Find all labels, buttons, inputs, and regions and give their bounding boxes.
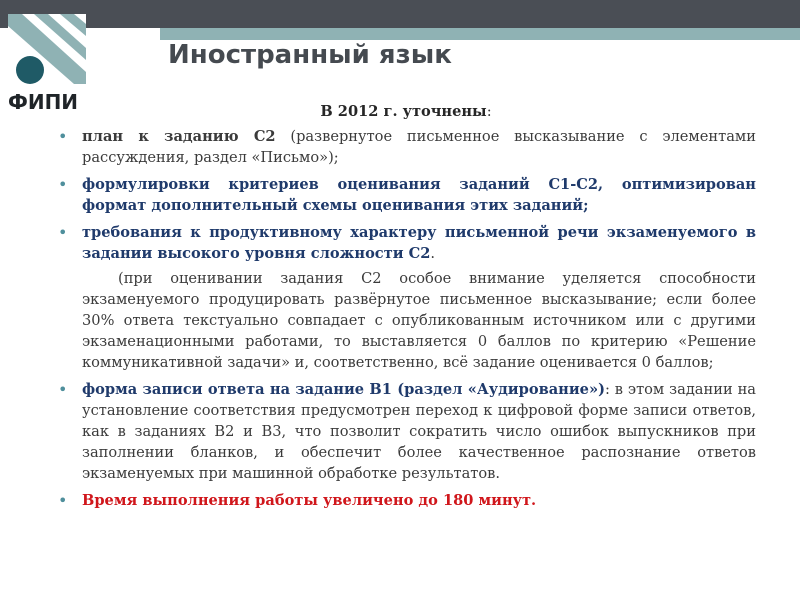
heading-tail: : [486, 103, 492, 120]
list-item [56, 174, 756, 216]
fipi-logo [8, 14, 86, 114]
list-item [56, 490, 756, 511]
item-rest: : в этом задании на установление соответствия предусмотрен переход к цифровой форме записи ответов, как в заданиях В2 и В3, что позволит сократить число ошибок выпускников при заполнении бланков, и обеспечит более качественное распознание ответов экзаменуемых при машинной обработке результатов. [82, 381, 756, 482]
item-text: Время выполнения работы увеличено до 180 минут. [82, 492, 537, 509]
item-tail: . [430, 245, 436, 262]
evaluation-note: (при оценивании задания С2 особое внимание уделяется способности экзаменуемого продуцировать развёрнутое письменное высказывание; если более 30% ответа текстуально совпадает с опубликованным источником или с другими экзаменационными работами, то выставляется 0 баллов по критерию «Решение коммуникативной задачи» и, соответственно, всё задание оценивается 0 баллов; [82, 270, 756, 371]
changes-list-continued [56, 379, 756, 511]
item-lead: план к заданию С2 [82, 128, 276, 145]
changes-list [56, 126, 756, 264]
logo-text: ФИПИ [8, 90, 79, 114]
item-text: требования к продуктивному характеру письменной речи экзаменуемого в задании высокого уровня сложности С2 [82, 224, 756, 262]
list-item [56, 222, 756, 264]
item-text: формулировки критериев оценивания заданий С1-С2, оптимизирован формат дополнительный схемы оценивания этих заданий; [82, 176, 756, 214]
heading-bold: В 2012 г. уточнены [320, 103, 487, 120]
top-accent-strip [160, 28, 800, 40]
page-title: Иностранный язык [168, 40, 452, 70]
item-lead: форма записи ответа на задание В1 (раздел «Аудирование») [82, 381, 605, 398]
item-rest: (развернутое письменное высказывание с элементами рассуждения, раздел «Письмо»); [82, 128, 756, 166]
slide-content [56, 101, 756, 517]
list-item [56, 126, 756, 168]
list-item [56, 379, 756, 484]
fipi-logo-graphic [8, 14, 86, 114]
content-heading [56, 101, 756, 122]
top-bar [0, 0, 800, 28]
